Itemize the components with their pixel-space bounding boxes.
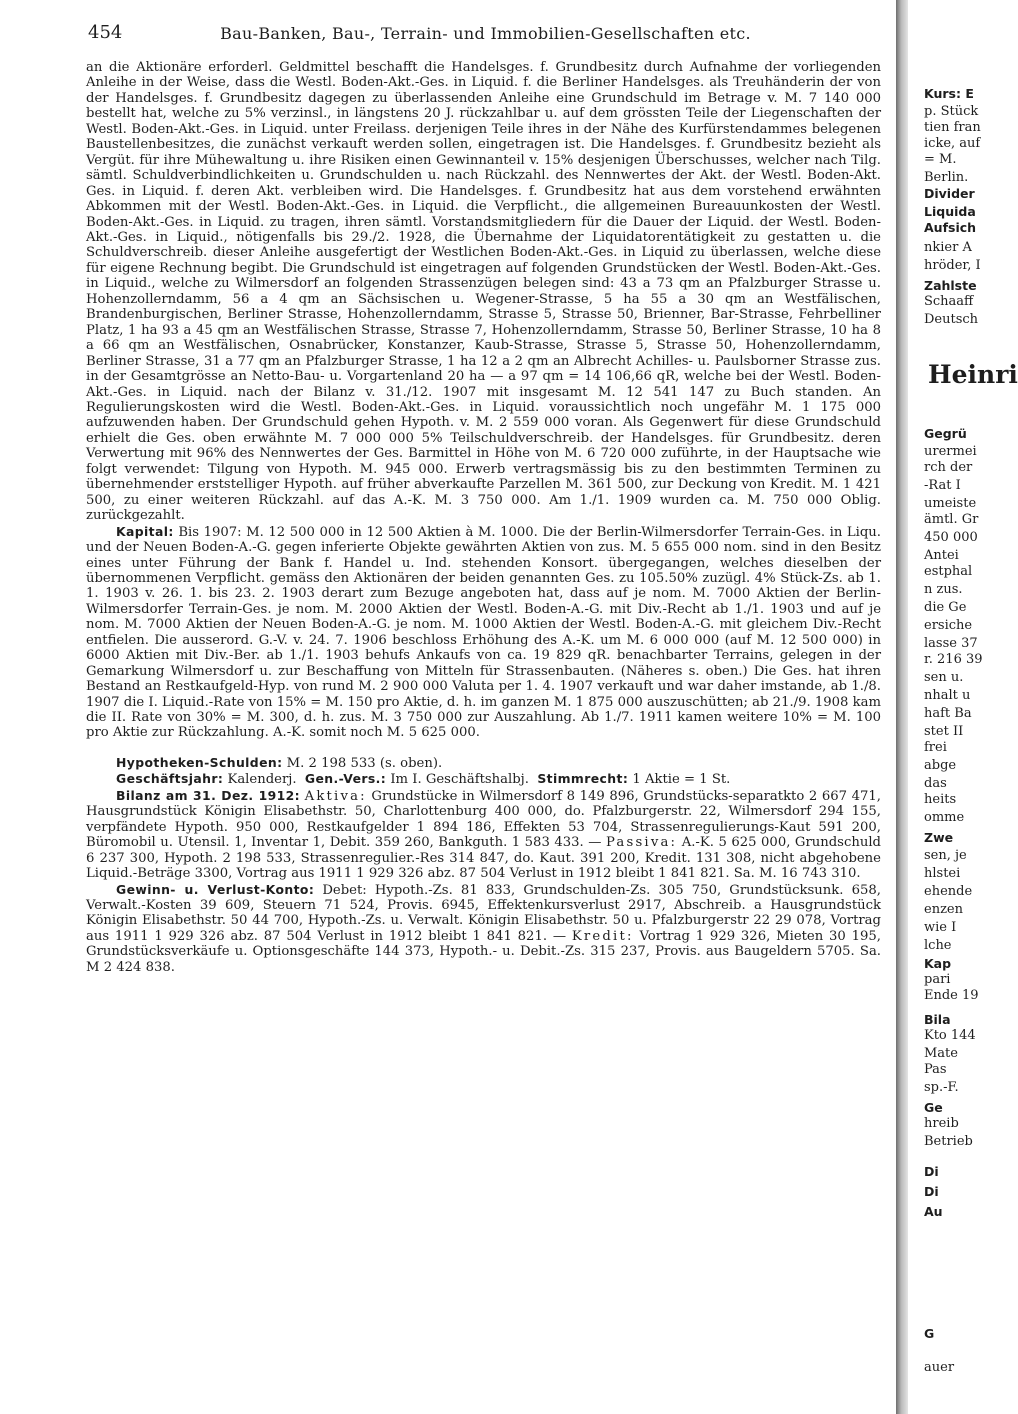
fragment-line: Heinri	[928, 360, 1018, 389]
fragment-line: hröder, I	[924, 258, 981, 273]
kapital-section	[86, 524, 881, 741]
fragment-line: Betrieb	[924, 1134, 973, 1149]
fragment-line: estphal	[924, 564, 973, 579]
fragment-line: lche	[924, 938, 952, 953]
page-fold-shadow	[896, 0, 908, 1414]
fragment-line: wie I	[924, 920, 957, 935]
bilanz-heading: Bilanz am 31. Dez. 1912:	[116, 787, 301, 803]
kapital-heading: Kapital:	[116, 523, 174, 539]
geschaeftsjahr-section	[86, 771, 881, 787]
intro-paragraph	[86, 60, 881, 524]
fragment-line: Kurs: E	[924, 86, 974, 101]
kapital-text: Bis 1907: M. 12 500 000 in 12 500 Aktien à M. 1000. Die der Berlin-Wilmersdorfer Terrain-Ges. in Liqu. und der Neuen Boden-A.-G. gegen inferierte Objekte gewährten Aktien von zus. M. 5 655 000 nom. sind in den Besitz eines unter Führung der Bank f. Handel u. Ind. stehenden Konsort. übergegangen, welches dieselben der übernommenen Verpflicht. gemäss den Aktionären der beiden genannten Ges. zu 105.50% zuzügl. 4% Stück-Zs. ab 1. 1. 1903 v. 26. 1. bis 23. 2. 1903 derart zum Bezuge angeboten hat, dass auf je nom. M. 7000 Aktien der Berlin-Wilmersdorfer Terrain-Ges. je nom. M. 2000 Aktien der Westl. Boden-A.-G. mit Div.-Recht ab 1./1. 1903 und auf je nom. M. 7000 Aktien der Neuen Boden-A.-G. je nom. M. 1000 Aktien der Westl. Boden-A.-G. mit gleichem Div.-Recht entfielen. Die ausserord. G.-V. v. 24. 7. 1906 beschloss Erhöhung des A.-K. um M. 6 000 000 (auf M. 12 500 000) in 6000 Aktien mit Div.-Ber. ab 1./1. 1903 behufs Ankaufs von ca. 19 829 qR. benachbarter Terrains, gelegen in der Gemarkung Wilmersdorf u. zur Beschaffung von Mitteln für Strassenbauten. (Näheres s. oben.) Die Ges. hat ihren Bestand an Restkaufgeld-Hyp. von rund M. 2 900 000 Valuta per 1. 4. 1907 verkauft und war daher imstande, ab 1./8. 1907 die I. Liquid.-Rate von 15% = M. 150 pro Aktie, d. h. im ganzen M. 1 875 000 auszuschütten; ab 21./9. 1908 kam die II. Rate von 30% = M. 300, d. h. zus. M. 3 750 000 zur Auszahlung. Ab 1./7. 1911 kamen weitere 10% = M. 100 pro Aktie zur Rückzahlung. A.-K. somit noch M. 5 625 000.	[86, 524, 881, 741]
hypotheken-heading: Hypotheken-Schulden:	[116, 754, 283, 770]
fragment-line: Di	[924, 1164, 939, 1179]
fragment-line: Kap	[924, 956, 952, 971]
kredit-label: Kredit:	[571, 928, 634, 944]
stimmrecht-text: 1 Aktie = 1 St.	[632, 772, 731, 788]
fragment-line: sen, je	[924, 848, 967, 863]
fragment-line: Kto 144	[924, 1028, 976, 1043]
fragment-line: frei	[924, 740, 947, 755]
fragment-line: die Ge	[924, 600, 967, 615]
running-title: Bau-Banken, Bau-, Terrain- und Immobilien-Gesellschaften etc.	[220, 24, 751, 43]
fragment-line: rch der	[924, 460, 973, 475]
fragment-line: Deutsch	[924, 312, 979, 327]
stimmrecht-heading: Stimmrecht:	[537, 771, 629, 787]
guv-section	[86, 882, 881, 976]
fragment-line: Ende 19	[924, 988, 979, 1003]
fragment-line: Bila	[924, 1012, 951, 1027]
bilanz-aktiva-text: Grundstücke in Wilmersdorf 8 149 896, Grundstücks-separatkto 2 667 471, Hausgrundstück Königin Elisabethstr. 50, Charlottenburg 400 000, do. Pfalzburgerstr. 22, Wilmersdorf 294 155, verpfändete Hypoth. 950 000, Restkaufgelder 1 894 186, Effekten 53 704, Strassenregulierungs-Kaut 591 200, Büromobil u. Utensil. 1, Inventar 1, Debit. 359 260, Bankguth. 1 583 433. —	[86, 788, 881, 851]
fragment-line: Di	[924, 1184, 939, 1199]
fragment-line: 450 000	[924, 530, 978, 545]
intro-text: an die Aktionäre erforderl. Geldmittel beschafft die Handelsges. f. Grundbesitz durch Aufnahme der vorliegenden Anleihe in der Weise, dass die Westl. Boden-Akt.-Ges. in Liquid. f. die Berliner Handelsges. als Treuhänderin der von der Handelsges. f. Grundbesitz dagegen zu überlassenden Anleihe eine Grundschuld im Betrage v. M. 7 140 000 bestellt hat, welche zu 5% verzinsl., in längstens 20 J. rückzahlbar u. auf dem grössten Teile der Liegenschaften der Westl. Boden-Akt.-Ges. in Liquid. unter Freilass. derjenigen Teile ihres in der Nähe des Kurfürstendammes belegenen Baustellenbesitzes, die zunächst verkauft werden sollen, eingetragen ist. Die Handelsges. f. Grundbesitz bezieht als Vergüt. für ihre Mühewaltung u. ihre Risiken einen Gewinnanteil v. 15% desjenigen Überschusses, welcher nach Tilg. sämtl. Schuldverbindlichkeiten u. Grundschulden u. nach Rückzahl. des Nennwertes der Akt. der Westl. Boden-Akt. Ges. in Liquid. f. deren Akt. verbleiben wird. Die Handelsges. f. Grundbesitz hat aus dem vorstehend erwähnten Abkommen mit der Westl. Boden-Akt.-Ges. in Liquid. die Verpflicht., die allgemeinen Bureauunkosten der Westl. Boden-Akt.-Ges. in Liquid. zu tragen, ihren sämtl. Vorstandsmitgliedern für die Dauer der Liquid. der Westl. Boden-Akt.-Ges. in Liquid., nötigenfalls bis 29./2. 1928, die Übernahme der Liquidatorentätigkeit zu gestatten u. die Schuldverschreib. dieser Anleihe ausgefertigt der Westlichen Boden-Akt.-Ges. in Liquid zu überlassen, welche diese für eigene Rechnung begibt. Die Grundschuld ist eingetragen auf folgenden Grundstücken der Westl. Boden-Akt.-Ges. in Liquid., welche zu Wilmersdorf an folgenden Strassenzügen belegen sind: 43 a 73 qm an Pfalzburger Strasse u. Hohenzollerndamm, 56 a 4 qm an Sächsischen u. Wegener-Strasse, 5 ha 55 a 30 qm an Westfälischen, Brandenburgischen, Berliner Strasse, Hohenzollerndamm, Strasse 5, Strasse 50, Brienner, Bar-Strasse, Fehrbelliner Platz, 1 ha 93 a 45 qm an Westfälischen Strasse, Strasse 7, Hohenzollerndamm, Strasse 50, Berliner Strasse, 10 ha 8 a 66 qm an Westfälischen, Osnabrücker, Konstanzer, Kaub-Strasse, Strasse 5, Strasse 50, Hohenzollerndamm, Berliner Strasse, 31 a 77 qm an Pfalzburger Strasse, 1 ha 12 a 2 qm an Albrecht Achilles- u. Paulsborner Strasse zus. in der Gesamtgrösse an Netto-Bau- u. Vorgartenland 20 ha — a 97 qm = 14 106,66 qR, welche bei der Westl. Boden-Akt.-Ges. in Liquid. nach der Bilanz v. 31./12. 1907 mit insgesamt M. 12 541 147 zu Buch standen. An Regulierungskosten wird die Westl. Boden-Akt.-Ges. in Liquid. voraussichtlich noch ungefähr M. 1 175 000 aufzuwenden haben. Der Grundschuld gehen Hypoth. v. M. 2 559 000 voran. Als Gegenwert für diese Grundschuld erhielt die Ges. oben erwähnte M. 7 000 000 5% Teilschuldverschreib. der Handelsges. für Grundbesitz. deren Verwertung mit 96% des Nennwertes der Ges. Barmittel in Höhe von M. 6 720 000 zuführte, in der Hauptsache wie folgt verwendet: Tilgung von Hypoth. M. 945 000. Erwerb vertragsmässig bis zu den bestimmten Terminen zu übernehmender erststelliger Hypoth. auf früher abverkaufte Parzellen M. 361 500, zur Deckung von Kredit. M. 1 421 500, zu einer weiteren Rückzahl. auf das A.-K. M. 3 750 000. Am 1./1. 1909 wurden ca. M. 750 000 Oblig. zurückgezahlt.	[86, 60, 881, 524]
fragment-line: Liquida	[924, 204, 976, 219]
fragment-line: auer	[924, 1360, 955, 1375]
gen-vers-heading: Gen.-Vers.:	[304, 771, 387, 787]
fragment-line: nhalt u	[924, 688, 971, 703]
fragment-line: Gegrü	[924, 426, 967, 441]
guv-debet-text: Hypoth.-Zs. 81 833, Grundschulden-Zs. 305 750, Grundstücksunk. 658, Verwalt.-Kosten 39 609, Steuern 71 524, Provis. 6945, Effektenkursverlust 2917, Abschreib. a Hausgrundstück Königin Elisabethstr. 50 44 700, Hypoth.-Zs. u. Verwalt. Königin Elisabethstr. 50 u. Pfalzburgerstr 22 29 078, Vortrag aus 1911 1 929 326 abz. 87 504 Verlust in 1912 bleibt 1 841 821. —	[86, 882, 881, 944]
fragment-line: stet II	[924, 724, 964, 739]
fragment-line: sen u.	[924, 670, 964, 685]
fragment-line: n zus.	[924, 582, 963, 597]
fragment-line: Divider	[924, 186, 975, 201]
fragment-line: -Rat I	[924, 478, 961, 493]
fragment-line: Zwe	[924, 830, 954, 845]
fragment-line: G	[924, 1326, 935, 1341]
fragment-line: ämtl. Gr	[924, 512, 979, 527]
fragment-line: nkier A	[924, 240, 972, 255]
fragment-line: sp.-F.	[924, 1080, 959, 1095]
fragment-line: das	[924, 776, 947, 791]
fragment-line: Au	[924, 1204, 943, 1219]
fragment-line: enzen	[924, 902, 963, 917]
fragment-line: omme	[924, 810, 965, 825]
fragment-line: = M.	[924, 152, 957, 167]
fragment-line: heits	[924, 792, 957, 807]
fragment-line: Ge	[924, 1100, 943, 1115]
running-header	[88, 22, 883, 42]
fragment-line: hlstei	[924, 866, 961, 881]
fragment-line: Mate	[924, 1046, 958, 1061]
fragment-line: icke, auf	[924, 136, 981, 151]
fragment-line: abge	[924, 758, 957, 773]
fragment-line: hreib	[924, 1116, 959, 1131]
gen-vers-text: Im I. Geschäftshalbj.	[390, 772, 529, 788]
fragment-line: haft Ba	[924, 706, 972, 721]
page-number: 454	[88, 22, 123, 43]
hypotheken-text: M. 2 198 533 (s. oben).	[286, 755, 443, 771]
bilanz-section	[86, 788, 881, 882]
guv-kredit-text: Vortrag 1 929 326, Mieten 30 195, Grundstücksverkäufe u. Optionsgeschäfte 144 373, Hypoth.- u. Debit.-Zs. 315 237, Provis. aus Baugeldern 5705. Sa. M 2 424 838.	[86, 928, 881, 975]
fragment-line: p. Stück	[924, 104, 979, 119]
fragment-line: Zahlste	[924, 278, 977, 293]
fragment-line: Berlin.	[924, 170, 969, 185]
fragment-line: Antei	[924, 548, 959, 563]
fragment-line: ersiche	[924, 618, 973, 633]
hypotheken-section	[86, 755, 881, 771]
geschaeftsjahr-text: Kalenderj.	[227, 772, 297, 788]
aktiva-label: Aktiva:	[304, 788, 367, 804]
fragment-line: r. 216 39	[924, 652, 983, 667]
fragment-line: pari	[924, 972, 951, 987]
fragment-line: umeiste	[924, 496, 977, 511]
bilanz-passiva-text: A.-K. 5 625 000, Grundschuld 6 237 300, Hypoth. 2 198 533, Strassenregulier.-Res 314 847, do. Kaut. 391 200, Kredit. 131 308, nicht abgehobene Liquid.-Beträge 3300, Vortrag aus 1911 1 929 326 abz. 87 504 Verlust in 1912 bleibt 1 841 821. Sa. M. 16 743 310.	[86, 835, 881, 882]
guv-heading: Gewinn- u. Verlust-Konto:	[116, 881, 315, 897]
debet-label: Debet:	[322, 882, 367, 898]
passiva-label: Passiva:	[605, 835, 678, 851]
fragment-line: Pas	[924, 1062, 947, 1077]
adjacent-page-fragment	[910, 0, 1018, 1414]
fragment-line: tien fran	[924, 120, 981, 135]
fragment-line: Schaaff	[924, 294, 974, 309]
geschaeftsjahr-heading: Geschäftsjahr:	[116, 771, 224, 787]
fragment-line: Aufsich	[924, 220, 977, 235]
fragment-line: lasse 37	[924, 636, 978, 651]
main-text-column	[86, 60, 881, 975]
fragment-line: urermei	[924, 444, 977, 459]
fragment-line: ehende	[924, 884, 973, 899]
